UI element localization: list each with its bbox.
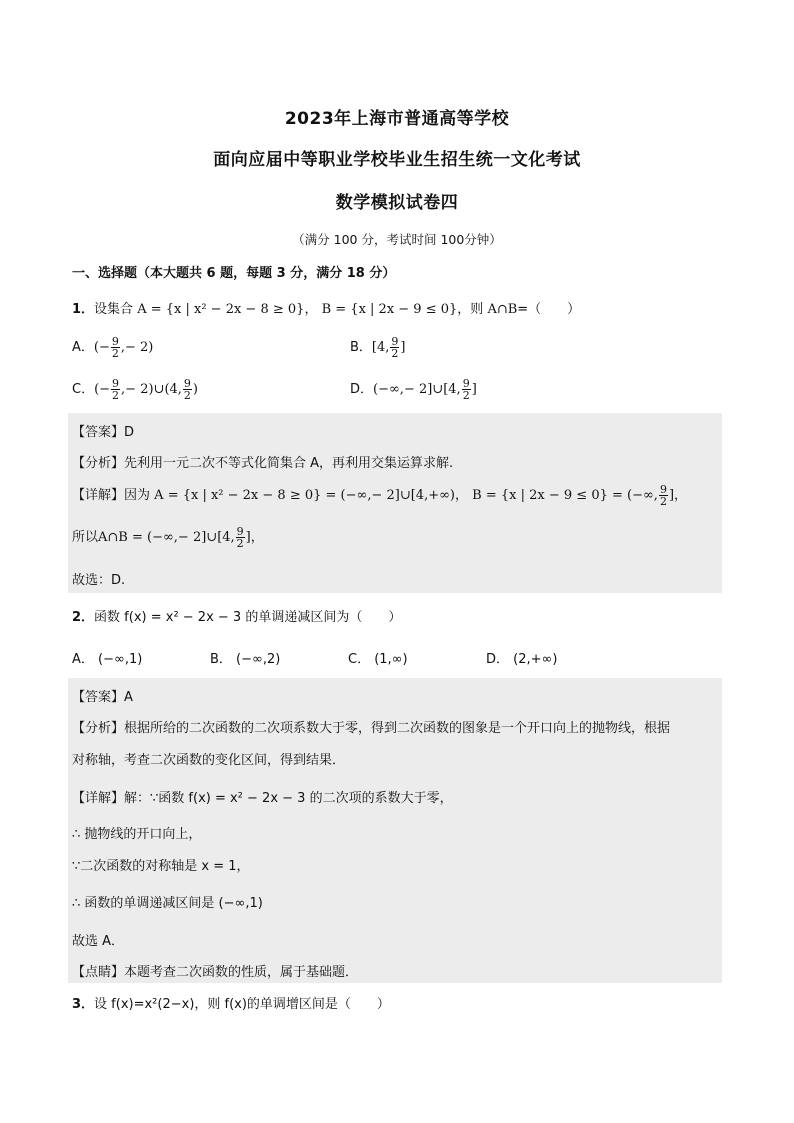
- question-2-detail-line-4: ∴ 函数的单调递减区间是 (−∞,1): [72, 896, 263, 911]
- question-1-option-a: A．(− $\frac{9}{2}$ ,− 2): [72, 335, 154, 360]
- question-2-comment: 【点睛】本题考查二次函数的性质，属于基础题．: [72, 965, 359, 980]
- question-1-analysis: 【分析】先利用一元二次不等式化简集合 A，再利用交集运算求解.: [72, 456, 454, 471]
- question-2-detail-line-1: 【详解】解：∵函数 f(x) = x² − 2x − 3 的二次项的系数大于零，: [72, 791, 453, 806]
- question-number: 3．: [72, 997, 95, 1012]
- section-heading: 一、选择题（本大题共 6 题，每题 3 分，满分 18 分）: [72, 266, 396, 281]
- question-1-choice: 故选：D.: [72, 573, 126, 588]
- fraction: $\frac{9}{2}$: [391, 335, 399, 360]
- question-number: 1．: [72, 302, 95, 317]
- exam-title-paper: 数学模拟试卷四: [335, 193, 459, 213]
- fraction: $\frac{9}{2}$: [112, 377, 120, 402]
- question-2-detail-line-2: ∴ 抛物线的开口向上，: [72, 827, 202, 842]
- question-2-option-d: D． (2,+∞): [486, 652, 558, 667]
- fraction: $\frac{9}{2}$: [236, 525, 244, 550]
- question-2-option-b: B． (−∞,2): [210, 652, 281, 667]
- question-1-option-c: C．(− $\frac{9}{2}$ ,− 2)∪(4, $\frac{9}{2}$ ): [72, 377, 198, 402]
- exam-title-year: 2023年上海市普通高等学校: [284, 109, 510, 129]
- question-1-option-b: B．[4, $\frac{9}{2}$ ]: [350, 335, 406, 360]
- intersection-expression: A∩B: [487, 302, 518, 317]
- question-1-option-d: D．(−∞,− 2]∪[4, $\frac{9}{2}$ ]: [350, 377, 477, 402]
- question-1-answer: 【答案】D: [72, 425, 135, 440]
- fraction: $\frac{9}{2}$: [111, 335, 119, 360]
- question-2-detail-line-3: ∵二次函数的对称轴是 x = 1，: [72, 859, 250, 874]
- exam-title-main: 面向应届中等职业学校毕业生招生统一文化考试: [213, 150, 581, 170]
- question-2-option-c: C． (1,∞): [348, 652, 408, 667]
- question-number: 2．: [72, 610, 95, 625]
- question-2-analysis-line-2: 对称轴，考查二次函数的变化区间，得到结果．: [72, 753, 346, 768]
- question-2-analysis-line-1: 【分析】根据所给的二次函数的二次项系数大于零，得到二次函数的图象是一个开口向上的抛物线，根据: [72, 721, 671, 736]
- question-1-detail: 【详解】因为 A = {x | x² − 2x − 8 ≥ 0} = (−∞,− 2]∪[4,+∞)， B = {x | 2x − 9 ≤ 0} = (−∞, $\frac{9}{2}$ ]，: [72, 483, 688, 508]
- set-b-expression: B = {x | 2x − 9 ≤ 0}: [321, 302, 458, 317]
- fraction: $\frac{9}{2}$: [183, 377, 191, 402]
- question-1-stem: 1．设集合 A = {x | x² − 2x − 8 ≥ 0}， B = {x | 2x − 9 ≤ 0}，则 A∩B=（ ）: [72, 302, 581, 317]
- question-2-stem: 2．函数 f(x) = x² − 2x − 3 的单调递减区间为（ ）: [72, 610, 402, 625]
- question-1-conclusion: 所以A∩B = (−∞,− 2]∪[4, $\frac{9}{2}$ ]，: [72, 525, 264, 550]
- fraction: $\frac{9}{2}$: [462, 377, 470, 402]
- question-2-answer: 【答案】A: [72, 690, 133, 705]
- exam-info: （满分 100 分，考试时间 100分钟）: [292, 232, 502, 247]
- fraction: $\frac{9}{2}$: [659, 483, 667, 508]
- question-3-stem: 3．设 f(x)=x²(2−x)，则 f(x)的单调增区间是（ ）: [72, 997, 390, 1012]
- question-2-choice: 故选 A．: [72, 934, 125, 949]
- question-2-option-a: A． (−∞,1): [72, 652, 143, 667]
- set-a-expression: A = {x | x² − 2x − 8 ≥ 0}: [137, 302, 305, 317]
